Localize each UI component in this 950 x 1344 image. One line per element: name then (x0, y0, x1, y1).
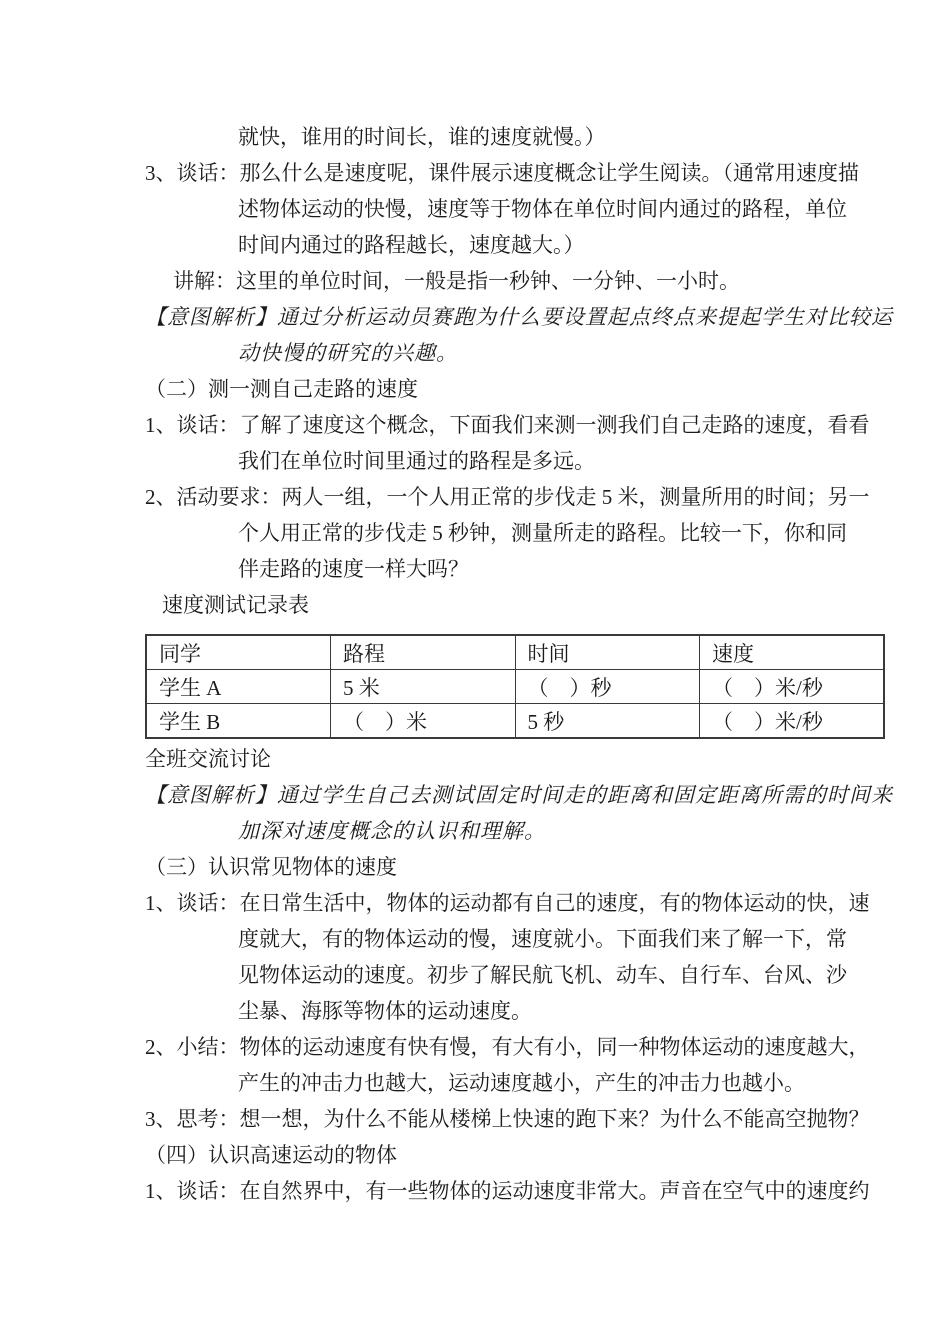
text-line: 3、谈话：那么什么是速度呢，课件展示速度概念让学生阅读。（通常用速度描 (145, 161, 859, 185)
text-line: 1、谈话：了解了速度这个概念，下面我们来测一测我们自己走路的速度，看看 (145, 413, 870, 437)
intent-analysis-line: 【意图解析】通过学生自己去测试固定时间走的距离和固定距离所需的时间来 (145, 783, 893, 807)
text-line: 3、思考：想一想，为什么不能从楼梯上快速的跑下来？为什么不能高空抛物？ (145, 1107, 870, 1131)
text-line: 1、谈话：在自然界中，有一些物体的运动速度非常大。声音在空气中的速度约 (145, 1179, 870, 1203)
text-line: 度就大，有的物体运动的慢，速度就小。下面我们来了解一下，常 (238, 927, 847, 951)
intent-analysis-line: 【意图解析】通过分析运动员赛跑为什么要设置起点终点来提起学生对比较运 (145, 305, 893, 329)
table-cell: （ ）秒 (515, 670, 700, 704)
text-line: 速度测试记录表 (162, 593, 309, 617)
text-line: （二）测一测自己走路的速度 (145, 377, 418, 401)
table-header-cell: 路程 (331, 635, 516, 670)
text-line: 尘暴、海豚等物体的运动速度。 (238, 999, 532, 1023)
text-line: 个人用正常的步伐走 5 秒钟，测量所走的路程。比较一下，你和同 (238, 521, 847, 545)
text-line: 时间内通过的路程越长，速度越大。） (238, 233, 585, 257)
document-content (145, 119, 893, 1209)
text-line: 见物体运动的速度。初步了解民航飞机、动车、自行车、台风、沙 (238, 963, 847, 987)
text-line: 就快，谁用的时间长，谁的速度就慢。） (238, 125, 606, 149)
intent-analysis-line: 动快慢的研究的兴趣。 (238, 341, 458, 365)
table-cell: （ ）米/秒 (700, 704, 885, 739)
text-line: 产生的冲击力也越大，运动速度越小，产生的冲击力也越小。 (238, 1071, 805, 1095)
text-line: 全班交流讨论 (145, 747, 271, 771)
table-cell: 学生 A (146, 670, 331, 704)
table-row (146, 670, 884, 704)
text-block-after-table (145, 741, 893, 1209)
table-header-row (146, 635, 884, 670)
intent-analysis-line: 加深对速度概念的认识和理解。 (238, 819, 546, 843)
table-cell: 学生 B (146, 704, 331, 739)
table-header-cell: 同学 (146, 635, 331, 670)
text-line: 1、谈话：在日常生活中，物体的运动都有自己的速度，有的物体运动的快，速 (145, 891, 870, 915)
text-line: 伴走路的速度一样大吗？ (238, 557, 469, 581)
text-line: （四）认识高速运动的物体 (145, 1143, 397, 1167)
table-header-cell: 时间 (515, 635, 700, 670)
text-line: 述物体运动的快慢，速度等于物体在单位时间内通过的路程，单位 (238, 197, 847, 221)
text-line: 2、小结：物体的运动速度有快有慢，有大有小，同一种物体运动的速度越大， (145, 1035, 870, 1059)
table-row (146, 704, 884, 739)
table-cell: 5 米 (331, 670, 516, 704)
text-block-before-table (145, 119, 893, 623)
text-line: （三）认识常见物体的速度 (145, 855, 397, 879)
text-line: 我们在单位时间里通过的路程是多远。 (238, 449, 595, 473)
speed-test-record-table (145, 634, 885, 739)
table-header-cell: 速度 (700, 635, 885, 670)
text-line: 讲解：这里的单位时间，一般是指一秒钟、一分钟、一小时。 (173, 269, 740, 293)
table-cell: （ ）米 (331, 704, 516, 739)
table-cell: 5 秒 (515, 704, 700, 739)
text-line: 2、活动要求：两人一组，一个人用正常的步伐走 5 米，测量所用的时间；另一 (145, 485, 870, 509)
table-cell: （ ）米/秒 (700, 670, 885, 704)
